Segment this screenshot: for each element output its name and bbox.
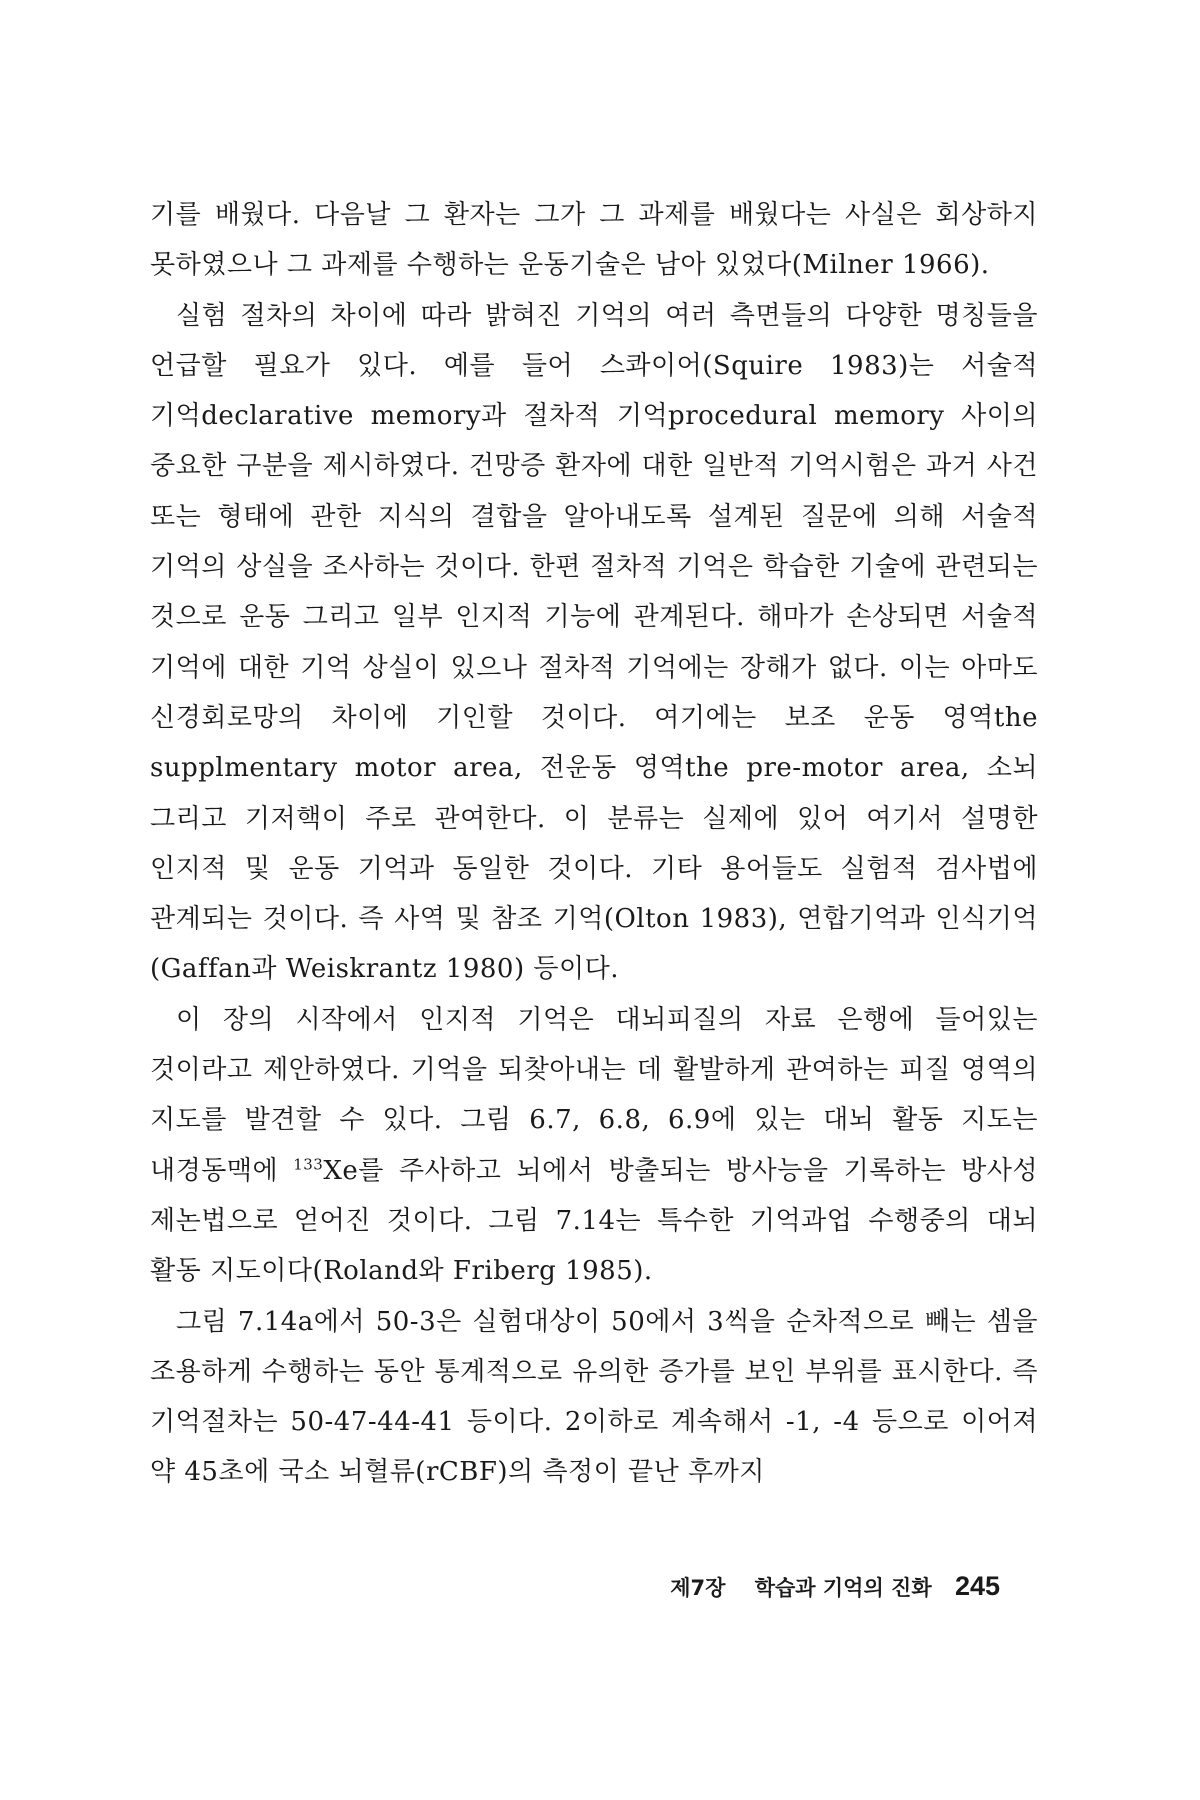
paragraph-2: 실험 절차의 차이에 따라 밝혀진 기억의 여러 측면들의 다양한 명칭들을 언급할 필요가 있다. 예를 들어 스콰이어(Squire 1983)는 서술적 기억declarative memory과 절차적 기억procedural memory 사이의 중요한 구분을 제시하였다. 건망증 환자에 대한 일반적 기억시험은 과거 사건 또는 형태에 관한 지식의 결합을 알아내도록 설계된 질문에 의해 서술적 기억의 상실을 조사하는 것이다. 한편 절차적 기억은 학습한 기술에 관련되는 것으로 운동 그리고 일부 인지적 기능에 관계된다. 해마가 손상되면 서술적 기억에 대한 기억 상실이 있으나 절차적 기억에는 장해가 없다. 이는 아마도 신경회로망의 차이에 기인할 것이다. 여기에는 보조 운동 영역the supplmentary motor area, 전운동 영역the pre-motor area, 소뇌 그리고 기저핵이 주로 관여한다. 이 분류는 실제에 있어 여기서 설명한 인지적 및 운동 기억과 동일한 것이다. 기타 용어들도 실험적 검사법에 관계되는 것이다. 즉 사역 및 참조 기억(Olton 1983), 연합기억과 인식기억(Gaffan과 Weiskrantz 1980) 등이다.	[150, 300, 1038, 985]
chapter-label: 제7장	[670, 1576, 726, 1600]
paragraph-3-text-a: 이 장의 시작에서 인지적 기억은 대뇌피질의 자료 은행에 들어있는 것이라고 제안하였다. 기억을 되찾아내는 데 활발하게 관여하는 피질 영역의 지도를 발견할 수 있다. 그림 6.7, 6.8, 6.9에 있는 대뇌 활동 지도는 내경동맥에	[150, 1004, 1038, 1186]
page-number: 245	[954, 1571, 1000, 1601]
body-text	[150, 190, 1038, 1498]
paragraph-3-text-b: Xe를 주사하고 뇌에서 방출되는 방사능을 기록하는 방사성 제논법으로 얻어진 것이다. 그림 7.14는 특수한 기억과업 수행중의 대뇌 활동 지도이다(Roland와 Friberg 1985).	[150, 1155, 1038, 1287]
paragraph-4: 그림 7.14a에서 50-3은 실험대상이 50에서 3씩을 순차적으로 빼는 셈을 조용하게 수행하는 동안 통계적으로 유의한 증가를 보인 부위를 표시한다. 즉 기억절차는 50-47-44-41 등이다. 2이하로 계속해서 -1, -4 등으로 이어져 약 45초에 국소 뇌혈류(rCBF)의 측정이 끝난 후까지	[150, 1306, 1038, 1488]
paragraph-1: 기를 배웠다. 다음날 그 환자는 그가 그 과제를 배웠다는 사실은 회상하지 못하였으나 그 과제를 수행하는 운동기술은 남아 있었다(Milner 1966).	[150, 200, 1038, 281]
chapter-title: 학습과 기억의 진화	[754, 1576, 932, 1600]
paragraph-3	[150, 995, 1038, 1297]
isotope-superscript: 133	[293, 1154, 324, 1173]
page-footer	[670, 1571, 1000, 1602]
